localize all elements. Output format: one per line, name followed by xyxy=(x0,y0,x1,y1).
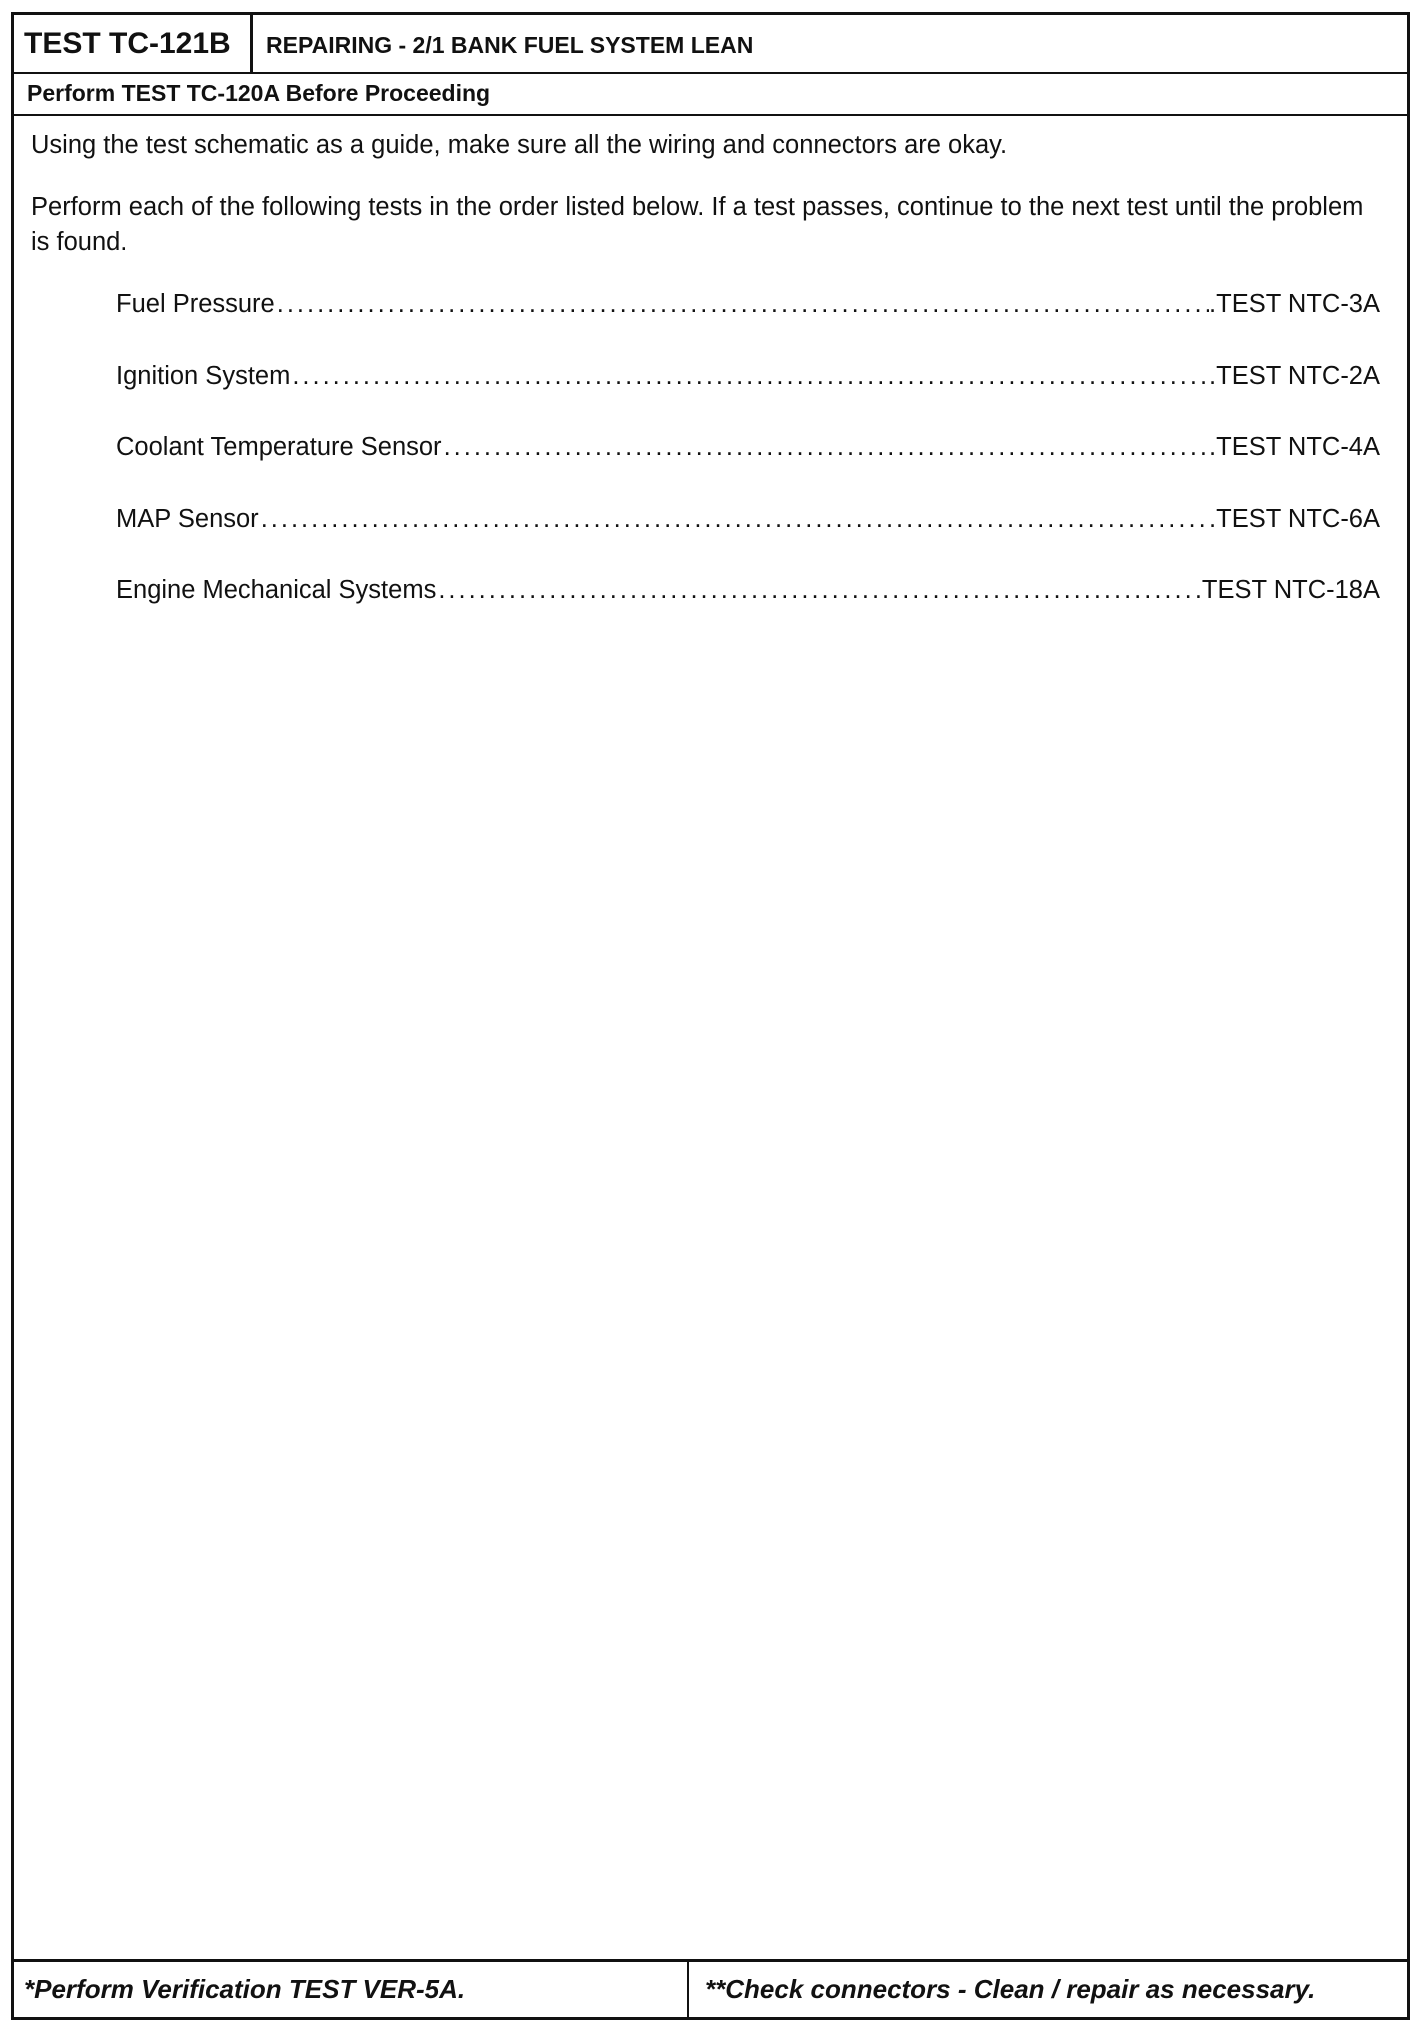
test-name: MAP Sensor xyxy=(116,504,259,533)
dot-leader xyxy=(438,566,1195,614)
procedure-sheet xyxy=(11,12,1410,2020)
footer-bar xyxy=(14,1959,1407,2017)
test-list-item xyxy=(116,352,1380,424)
test-id-box: TEST TC-121B xyxy=(14,15,253,72)
verification-note: *Perform Verification TEST VER-5A. xyxy=(14,1962,689,2017)
test-name: Ignition System xyxy=(116,361,291,390)
test-name: Coolant Temperature Sensor xyxy=(116,433,442,461)
test-reference: .TEST NTC-4A xyxy=(1209,433,1380,461)
test-reference: .TEST NTC-3A xyxy=(1209,290,1380,318)
instruction-paragraph-1: Using the test schematic as a guide, make sure all the wiring and connectors are okay. xyxy=(31,131,1008,159)
test-list-item xyxy=(116,423,1380,495)
test-list-item xyxy=(116,566,1380,638)
test-reference: .TEST NTC-2A xyxy=(1209,361,1380,390)
dot-leader xyxy=(261,495,1209,543)
connector-note: **Check connectors - Clean / repair as necessary. xyxy=(705,1974,1316,2004)
test-list-item xyxy=(116,495,1380,567)
test-name: Engine Mechanical Systems xyxy=(116,576,437,604)
header-bar xyxy=(14,15,1407,74)
prerequisite-note: Perform TEST TC-120A Before Proceeding xyxy=(14,72,1407,116)
procedure-body xyxy=(14,116,1407,1959)
test-title: REPAIRING - 2/1 BANK FUEL SYSTEM LEAN xyxy=(266,32,754,58)
test-name: Fuel Pressure xyxy=(116,290,275,318)
dot-leader xyxy=(292,352,1209,400)
test-reference: .TEST NTC-6A xyxy=(1209,504,1380,533)
test-reference: .TEST NTC-18A xyxy=(1194,576,1380,604)
test-list xyxy=(116,280,1380,638)
test-list-item xyxy=(116,280,1380,352)
instruction-paragraph-2: Perform each of the following tests in the order listed below. If a test passes, continue to the next test until the problem is found. xyxy=(31,193,1364,256)
dot-leader xyxy=(444,423,1209,471)
dot-leader xyxy=(277,280,1209,328)
